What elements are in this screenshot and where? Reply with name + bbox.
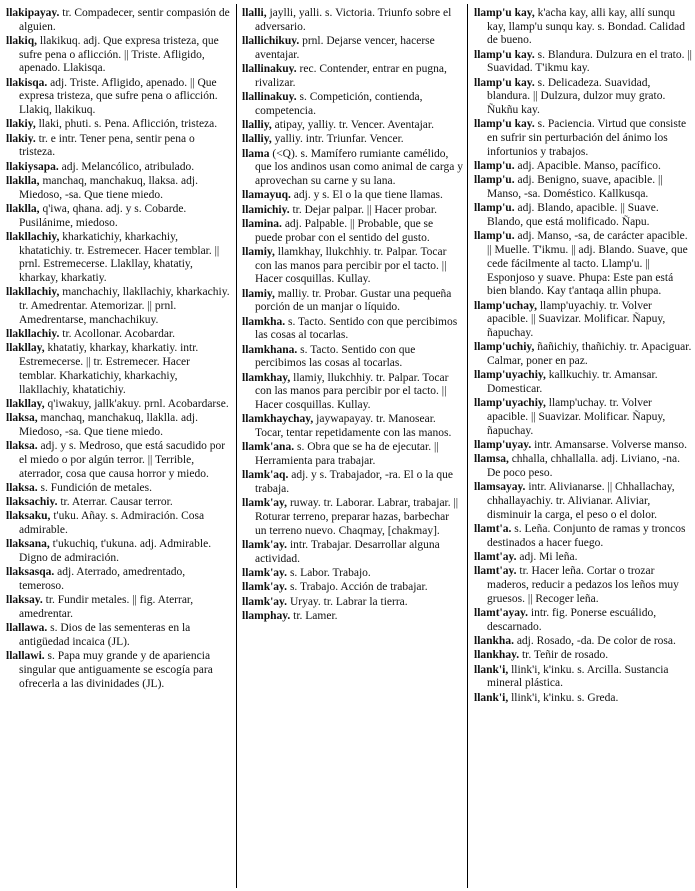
column-divider: [467, 4, 468, 888]
entry-headword: llakipayay.: [6, 7, 60, 19]
dictionary-entry: [6, 566, 230, 593]
entry-definition: llink'i, k'inku. s. Arcilla. Sustancia mineral plástica.: [487, 663, 669, 690]
entry-headword: llamp'u kay.: [474, 76, 535, 89]
entry-headword: llaksasqa.: [6, 566, 55, 579]
entry-headword: llakisqa.: [6, 76, 48, 89]
entry-headword: llaksana,: [6, 538, 50, 551]
entry-definition: s. Paciencia. Virtud que consiste en sufrir sin perturbación del ánimo los infortunios y trabajos.: [487, 118, 687, 158]
entry-definition: adj. Triste. Afligido, apenado. || Que expresa tristeza, que sufre pena o aflicción. Llakiq, llakikuq.: [19, 76, 218, 117]
entry-headword: llakllachiy,: [6, 231, 60, 243]
entry-headword: llankhay.: [474, 649, 520, 662]
dictionary-entry: [474, 202, 692, 229]
dictionary-entry: [474, 230, 692, 299]
entry-definition: adj. Manso, -sa, de carácter apacible. || Muelle. T'ikmu. || adj. Blando. Suave, que cede fácilmente al tacto. Llamp'u. || Esponjoso y suave. Phupa: Este pan está bien blando. Kay t'antaqa allin phupa.: [487, 230, 688, 298]
entry-definition: tr. Hacer leña. Cortar o trozar maderos, reducir a pedazos los leños muy gruesos. || Recoger leña.: [487, 565, 679, 605]
entry-definition: tr. Compadecer, sentir compasión de alguien.: [19, 7, 230, 33]
dictionary-column-3: [474, 7, 692, 706]
entry-headword: llamp'u.: [474, 160, 515, 173]
entry-definition: s. Dios de las sementeras en la antigüedad incaica (JL).: [19, 622, 191, 649]
dictionary-entry: [6, 398, 230, 412]
entry-definition: adj. y s. Trabajador, -ra. El o la que trabaja.: [255, 469, 453, 495]
entry-headword: llakiy,: [6, 118, 36, 131]
entry-definition: yalliy. intr. Triunfar. Vencer.: [271, 133, 404, 146]
dictionary-entry: [474, 49, 692, 76]
entry-definition: q'iwakuy, jallk'akuy. prnl. Acobardarse.: [44, 397, 229, 410]
entry-headword: llamk'ay.: [242, 539, 288, 551]
entry-headword: llallinakuy.: [242, 63, 297, 75]
entry-headword: llamp'u kay,: [474, 7, 535, 19]
dictionary-entry: [6, 7, 230, 34]
entry-headword: llamsayay.: [474, 481, 526, 494]
entry-headword: llamk'ana.: [242, 441, 295, 454]
dictionary-entry: [242, 567, 463, 581]
entry-headword: llamphay.: [242, 609, 291, 622]
dictionary-entry: [6, 412, 230, 439]
entry-headword: llaksachiy.: [6, 496, 58, 509]
dictionary-entry: [242, 148, 463, 189]
entry-headword: llakllay,: [6, 397, 45, 410]
entry-definition: s. Delicadeza. Suavidad, blandura. || Dulzura, dulzor muy grato. Ñukñu kay.: [487, 76, 666, 117]
entry-definition: s. Tacto. Sentido con que percibimos las cosas al tocarlas.: [255, 343, 416, 370]
entry-headword: llamkha.: [242, 315, 286, 328]
entry-definition: adj. Melancólico, atribulado.: [58, 160, 195, 173]
dictionary-entry: [242, 497, 463, 538]
entry-definition: ruway. tr. Laborar. Labrar, trabajar. || Roturar terreno, preparar hazas, barbechar un terreno nuevo. Chaqmay, [chakmay].: [255, 497, 459, 537]
entry-definition: llink'i, k'inku. s. Greda.: [508, 691, 619, 704]
entry-definition: intr. Alivianarse. || Chhallachay, chhallayachiy. tr. Alivianar. Aliviar, disminuir la carga, el peso o el dolor.: [487, 481, 675, 521]
entry-definition: s. Obra que se ha de ejecutar. || Herramienta para trabajar.: [255, 441, 439, 467]
dictionary-entry: [242, 189, 463, 203]
entry-headword: llamayuq.: [242, 189, 291, 202]
entry-definition: chhalla, chhallalla. adj. Liviano, -na. De poco peso.: [487, 453, 680, 479]
entry-headword: llaksa,: [6, 412, 38, 425]
dictionary-entry: [474, 7, 692, 48]
entry-definition: atipay, yalliy. tr. Vencer. Aventajar.: [271, 119, 434, 131]
dictionary-entry: [474, 118, 692, 159]
dictionary-entry: [6, 440, 230, 481]
entry-headword: llaklla,: [6, 175, 40, 187]
entry-definition: jaywapayay. tr. Manosear. Tocar, tentar repetidamente con las manos.: [255, 413, 452, 439]
dictionary-entry: [474, 174, 692, 201]
entry-headword: llamichiy.: [242, 203, 290, 216]
dictionary-entry: [6, 594, 230, 621]
entry-definition: t'uku. Añay. s. Admiración. Cosa admirable.: [19, 510, 205, 537]
column-divider: [236, 4, 237, 888]
dictionary-entry: [6, 650, 230, 691]
entry-headword: llamp'u kay.: [474, 48, 535, 61]
entry-headword: llaksay.: [6, 594, 43, 607]
dictionary-entry: [474, 565, 692, 606]
dictionary-column-2: [242, 7, 463, 624]
entry-headword: llamp'u.: [474, 230, 515, 243]
dictionary-entry: [6, 161, 230, 175]
dictionary-entry: [242, 372, 463, 413]
dictionary-entry: [6, 118, 230, 132]
dictionary-entry: [242, 246, 463, 287]
entry-definition: khatatiy, kharkay, kharkatiy. intr. Estremecerse. || tr. Estremecer. Hacer temblar. Kharkatichiy, kharkachiy, llakllachiy, khatatichiy.: [19, 342, 199, 396]
dictionary-entry: [6, 342, 230, 397]
entry-headword: llakiq,: [6, 35, 38, 47]
entry-headword: llamt'ay.: [474, 565, 517, 578]
entry-headword: llalliy,: [242, 133, 272, 146]
dictionary-entry: [6, 510, 230, 537]
entry-definition: jaylli, yalli. s. Victoria. Triunfo sobre el adversario.: [255, 7, 452, 33]
entry-definition: adj. y s. Medroso, que está sacudido por el miedo o por algún terror. || Terrible, aterrador, cosa que causa horror y miedo.: [19, 440, 226, 480]
dictionary-entry: [242, 91, 463, 118]
entry-definition: adj. y s. El o la que tiene llamas.: [290, 189, 443, 202]
entry-definition: tr. Teñir de rosado.: [519, 649, 609, 662]
entry-definition: tr. Fundir metales. || fig. Aterrar, amedrentar.: [19, 594, 194, 621]
entry-definition: intr. Trabajar. Desarrollar alguna actividad.: [255, 539, 440, 565]
entry-headword: llamp'uyachiy,: [474, 369, 546, 382]
entry-definition: tr. Aterrar. Causar terror.: [57, 496, 173, 509]
entry-definition: kallkuchiy. tr. Amansar. Domesticar.: [487, 369, 658, 395]
entry-headword: llamk'ay.: [242, 595, 288, 608]
entry-headword: llaklla,: [6, 203, 40, 215]
dictionary-entry: [242, 288, 463, 315]
dictionary-entry: [242, 316, 463, 343]
entry-definition: Uryay. tr. Labrar la tierra.: [287, 595, 408, 608]
entry-headword: llamk'ay,: [242, 497, 288, 510]
entry-definition: q'iwa, qhana. adj. y s. Cobarde. Pusilánime, miedoso.: [19, 203, 187, 229]
entry-definition: adj. Benigno, suave, apacible. || Manso, -sa. Doméstico. Kallkusqa.: [487, 174, 663, 201]
entry-definition: adj. Mi leña.: [516, 550, 578, 563]
dictionary-entry: [474, 551, 692, 565]
dictionary-entry: [242, 413, 463, 440]
entry-definition: llamp'uyachiy. tr. Volver apacible. || Suavizar. Molificar. Ñapuy, ñapuchay.: [487, 299, 666, 339]
entry-definition: adj. Aterrado, amedrentado, temeroso.: [19, 566, 186, 593]
dictionary-entry: [6, 538, 230, 565]
entry-headword: llallichikuy.: [242, 35, 300, 47]
dictionary-entry: [6, 77, 230, 118]
entry-definition: s. Labor. Trabajo.: [287, 567, 371, 579]
entry-headword: llallawa.: [6, 622, 48, 635]
entry-headword: llamp'uchiy,: [474, 341, 535, 354]
entry-headword: llaksa.: [6, 481, 38, 494]
entry-definition: malliy. tr. Probar. Gustar una pequeña porción de un manjar o líquido.: [255, 287, 452, 314]
dictionary-entry: [474, 341, 692, 368]
entry-definition: s. Blandura. Dulzura en el trato. || Suavidad. T'ikmu kay.: [487, 48, 692, 75]
entry-headword: llaksaku,: [6, 510, 51, 523]
entry-headword: llakiy.: [6, 132, 36, 145]
entry-definition: llamkhay, llukchhiy. tr. Palpar. Tocar con las manos para percibir por el tacto. || Hacer cosquillas. Kullay.: [255, 245, 447, 286]
entry-headword: llamiy,: [242, 245, 275, 258]
entry-definition: tr. Acollonar. Acobardar.: [59, 328, 175, 341]
dictionary-entry: [474, 369, 692, 396]
entry-headword: llamp'u.: [474, 174, 515, 187]
entry-headword: llamkhana.: [242, 343, 298, 356]
entry-definition: adj. Rosado, -da. De color de rosa.: [513, 634, 676, 647]
dictionary-entry: [474, 481, 692, 522]
dictionary-entry: [474, 692, 692, 706]
entry-headword: llamsa,: [474, 453, 509, 466]
dictionary-entry: [242, 610, 463, 624]
entry-definition: adj. Apacible. Manso, pacífico.: [514, 160, 661, 173]
entry-definition: llamiy, llukchhiy. tr. Palpar. Tocar con las manos para percibir por el tacto. || Hacer cosquillas. Kullay.: [255, 371, 449, 411]
entry-headword: llamp'u.: [474, 202, 515, 215]
dictionary-entry: [6, 203, 230, 230]
entry-definition: llaki, phuti. s. Pena. Aflicción, tristeza.: [35, 118, 218, 131]
dictionary-entry: [242, 539, 463, 566]
entry-headword: llalliy,: [242, 119, 272, 131]
entry-definition: llakikuq. adj. Que expresa tristeza, que sufre pena o aflicción. || Triste. Afligido, apenado. Llakisqa.: [19, 35, 219, 75]
entry-definition: tr. Dejar palpar. || Hacer probar.: [289, 203, 437, 216]
entry-definition: rec. Contender, entrar en pugna, rivalizar.: [255, 63, 447, 89]
entry-headword: llalli,: [242, 7, 267, 19]
entry-headword: llamk'ay.: [242, 567, 288, 579]
entry-headword: llallawi.: [6, 650, 45, 663]
dictionary-entry: [6, 622, 230, 649]
entry-headword: llamkhay,: [242, 371, 291, 384]
dictionary-entry: [242, 441, 463, 468]
dictionary-entry: [242, 344, 463, 371]
dictionary-entry: [6, 175, 230, 202]
entry-headword: llama: [242, 147, 270, 160]
entry-definition: manchaq, manchakuq, llaklla. adj. Miedoso, -sa. Que tiene miedo.: [19, 412, 198, 438]
dictionary-entry: [242, 204, 463, 218]
entry-definition: adj. Palpable. || Probable, que se puede probar con el sentido del gusto.: [255, 217, 434, 244]
entry-headword: llamp'u kay.: [474, 118, 535, 131]
entry-headword: llamk'aq.: [242, 469, 289, 482]
entry-headword: llamk'ay.: [242, 581, 288, 594]
entry-headword: llankha.: [474, 634, 514, 647]
entry-definition: kharkatichiy, kharkachiy, khatatichiy. tr. Estremecer. Hacer temblar. || prnl. Estremecerse. Llakllay, khatatiy, kharkay, kharkatiy.: [19, 231, 220, 285]
entry-definition: manchachiy, llakllachiy, kharkachiy. tr. Amedrentar. Atemorizar. || prnl. Amedrentarse, manchachikuy.: [19, 286, 230, 326]
entry-definition: prnl. Dejarse vencer, hacerse aventajar.: [255, 35, 435, 61]
entry-headword: llamt'ay.: [474, 550, 517, 563]
dictionary-entry: [474, 77, 692, 118]
dictionary-column-1: [6, 7, 230, 692]
dictionary-entry: [6, 35, 230, 76]
dictionary-entry: [242, 218, 463, 245]
dictionary-entry: [474, 160, 692, 174]
entry-headword: llakllachiy.: [6, 328, 60, 341]
entry-definition: intr. Amansarse. Volverse manso.: [531, 438, 687, 451]
entry-headword: llamkhaychay,: [242, 413, 314, 426]
dictionary-entry: [242, 63, 463, 90]
dictionary-entry: [474, 439, 692, 453]
dictionary-entry: [474, 300, 692, 341]
dictionary-entry: [474, 453, 692, 480]
dictionary-entry: [474, 397, 692, 438]
dictionary-entry: [242, 35, 463, 62]
dictionary-entry: [6, 133, 230, 160]
entry-headword: llamt'ayay.: [474, 606, 528, 619]
entry-definition: manchaq, manchakuq, llaksa. adj. Miedoso, -sa. Que tiene miedo.: [19, 175, 198, 201]
entry-definition: llamp'uchay. tr. Volver apacible. || Suavizar. Molificar. Ñapuy, ñapuchay.: [487, 397, 666, 437]
dictionary-entry: [242, 133, 463, 147]
entry-headword: llamp'uyay.: [474, 438, 532, 451]
entry-definition: intr. fig. Ponerse escuálido, descarnado.: [487, 606, 657, 633]
entry-definition: k'acha kay, alli kay, allí sunqu kay, llamp'u sunqu kay. s. Bondad. Calidad de bueno.: [487, 7, 685, 47]
dictionary-entry: [474, 664, 692, 691]
entry-headword: llamiy,: [242, 287, 275, 300]
entry-definition: s. Trabajo. Acción de trabajar.: [287, 581, 428, 594]
entry-headword: llamina.: [242, 217, 282, 230]
entry-headword: llamp'uchay,: [474, 299, 537, 312]
entry-definition: (<Q). s. Mamífero rumiante camélido, que los andinos usan como animal de carga y aprovechan su carne y su lana.: [255, 147, 463, 187]
dictionary-entry: [6, 482, 230, 496]
dictionary-entry: [6, 286, 230, 327]
dictionary-entry: [474, 607, 692, 634]
dictionary-entry: [474, 523, 692, 550]
entry-headword: llank'i,: [474, 691, 509, 704]
entry-headword: llank'i,: [474, 663, 509, 676]
entry-definition: t'ukuchiq, t'ukuna. adj. Admirable. Digno de admiración.: [19, 538, 212, 565]
dictionary-entry: [474, 649, 692, 663]
entry-headword: llakllachiy,: [6, 286, 60, 299]
entry-definition: s. Competición, contienda, competencia.: [255, 91, 423, 117]
dictionary-entry: [242, 7, 463, 34]
entry-definition: s. Tacto. Sentido con que percibimos las cosas al tocarlas.: [255, 315, 458, 342]
dictionary-entry: [474, 635, 692, 649]
entry-headword: llamt'a.: [474, 522, 512, 535]
entry-definition: tr. e intr. Tener pena, sentir pena o tristeza.: [19, 132, 195, 159]
entry-headword: llaksa.: [6, 440, 38, 453]
entry-definition: ñañichiy, thañichiy. tr. Apaciguar. Calmar, poner en paz.: [487, 341, 692, 367]
entry-headword: llallinakuy.: [242, 91, 297, 103]
entry-headword: llakiysapa.: [6, 160, 59, 173]
dictionary-entry: [6, 231, 230, 286]
entry-definition: s. Leña. Conjunto de ramas y troncos destinados a hacer fuego.: [487, 522, 686, 549]
entry-headword: llakllay,: [6, 342, 45, 355]
dictionary-entry: [242, 469, 463, 496]
entry-definition: s. Fundición de metales.: [37, 481, 152, 494]
dictionary-entry: [242, 581, 463, 595]
dictionary-entry: [6, 328, 230, 342]
dictionary-entry: [242, 596, 463, 610]
entry-definition: s. Papa muy grande y de apariencia singular que antiguamente se escogía para ofrecerla a las divinidades (JL).: [19, 650, 213, 690]
entry-definition: adj. Blando, apacible. || Suave. Blando, que está molificado. Ñapu.: [487, 202, 659, 229]
dictionary-entry: [242, 119, 463, 133]
entry-headword: llamp'uyachiy,: [474, 397, 546, 410]
entry-definition: tr. Lamer.: [290, 609, 338, 622]
dictionary-entry: [6, 496, 230, 510]
